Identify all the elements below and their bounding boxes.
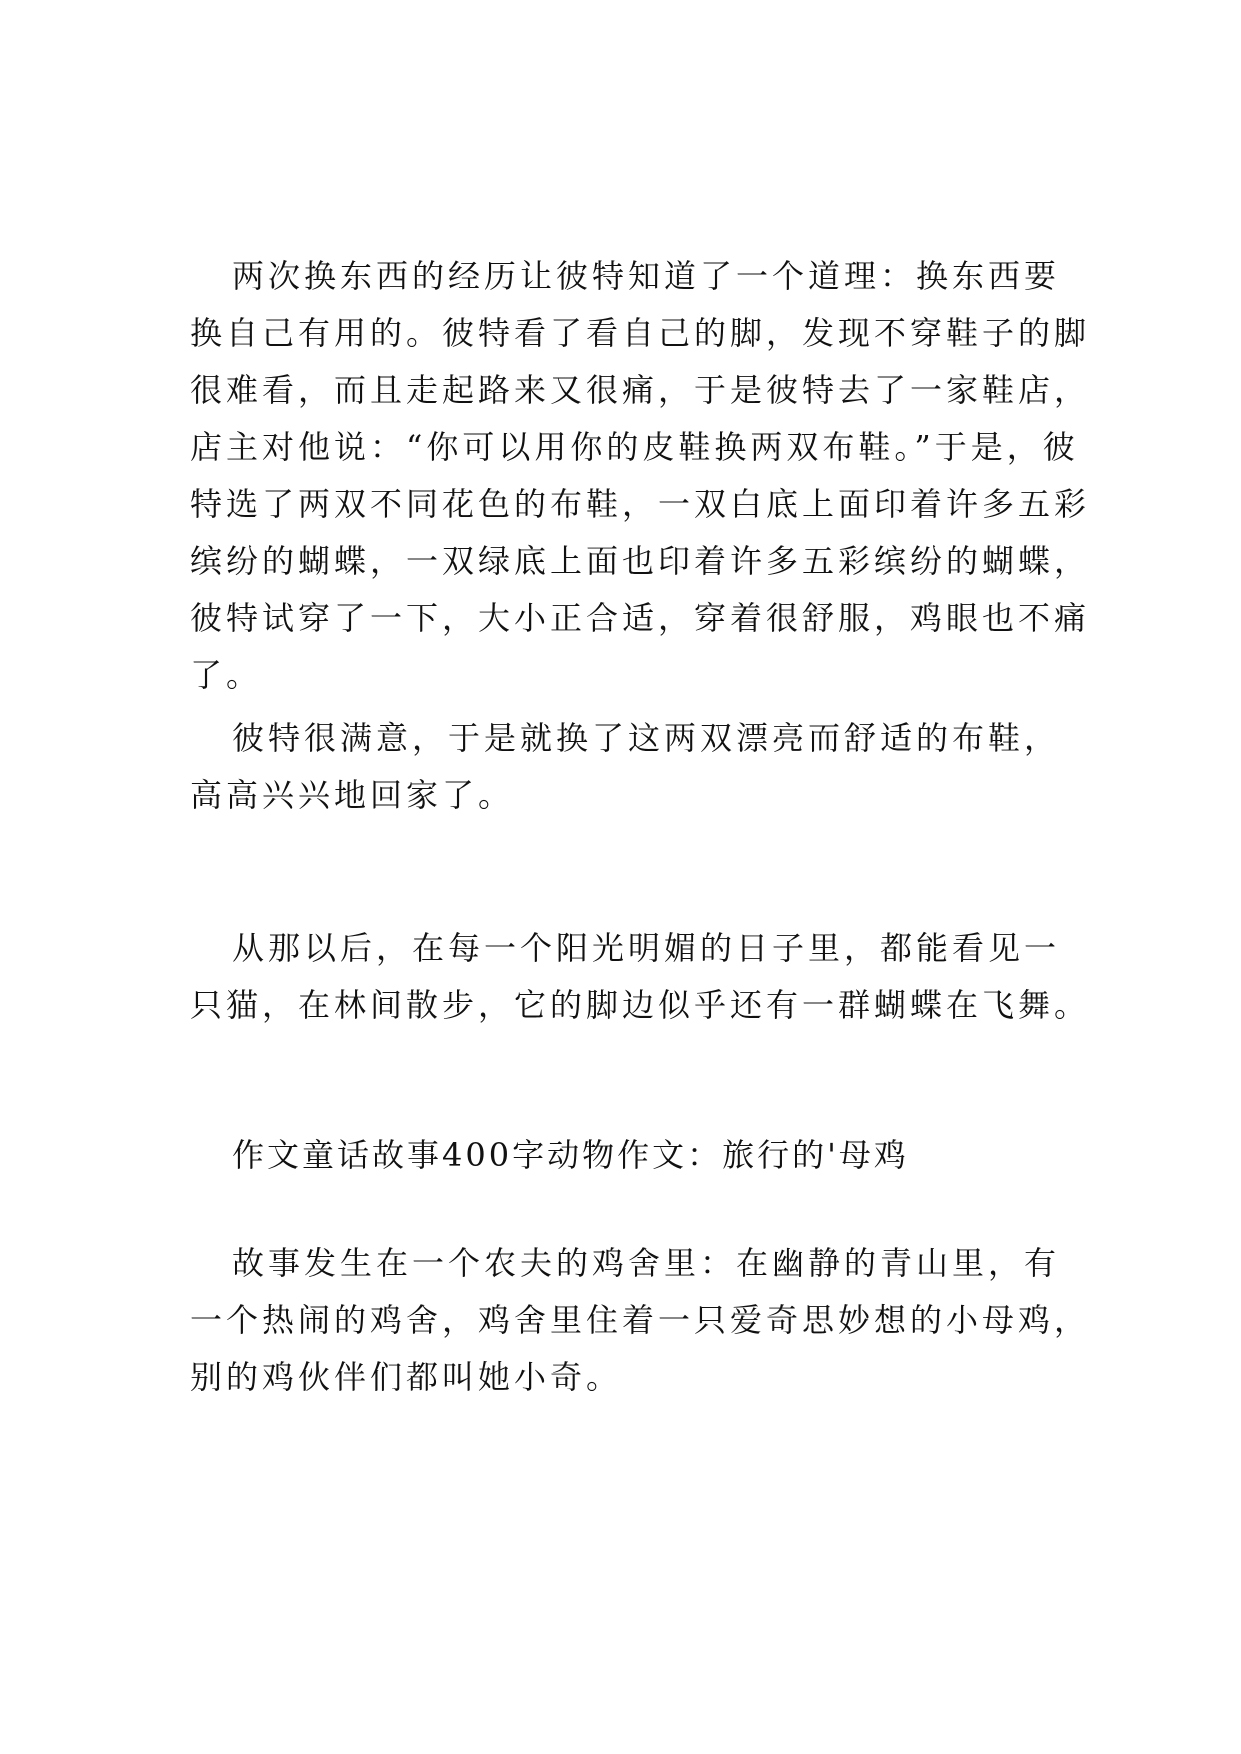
paragraph-shoe-exchange: 两次换东西的经历让彼特知道了一个道理：换东西要换自己有用的。彼特看了看自己的脚，发现不穿鞋子的脚很难看，而且走起路来又很痛，于是彼特去了一家鞋店，店主对他说：“你可以用你的皮鞋换两双布鞋。”于是，彼特选了两双不同花色的布鞋，一双白底上面印着许多五彩缤纷的蝴蝶，一双绿底上面也印着许多五彩缤纷的蝴蝶，彼特试穿了一下，大小正合适，穿着很舒服，鸡眼也不痛了。 — [190, 257, 1091, 694]
paragraph-butterflies-ending: 从那以后，在每一个阳光明媚的日子里，都能看见一只猫，在林间散步，它的脚边似乎还有一群蝴蝶在飞舞。 — [190, 929, 1091, 1024]
paragraph-hen-intro: 故事发生在一个农夫的鸡舍里：在幽静的青山里，有一个热闹的鸡舍，鸡舍里住着一只爱奇思妙想的小母鸡，别的鸡伙伴们都叫她小奇。 — [190, 1244, 1091, 1396]
story-heading: 作文童话故事400字动物作文：旅行的'母鸡 — [232, 1136, 909, 1174]
paragraph-happy-return: 彼特很满意，于是就换了这两双漂亮而舒适的布鞋，高高兴兴地回家了。 — [190, 719, 1061, 814]
